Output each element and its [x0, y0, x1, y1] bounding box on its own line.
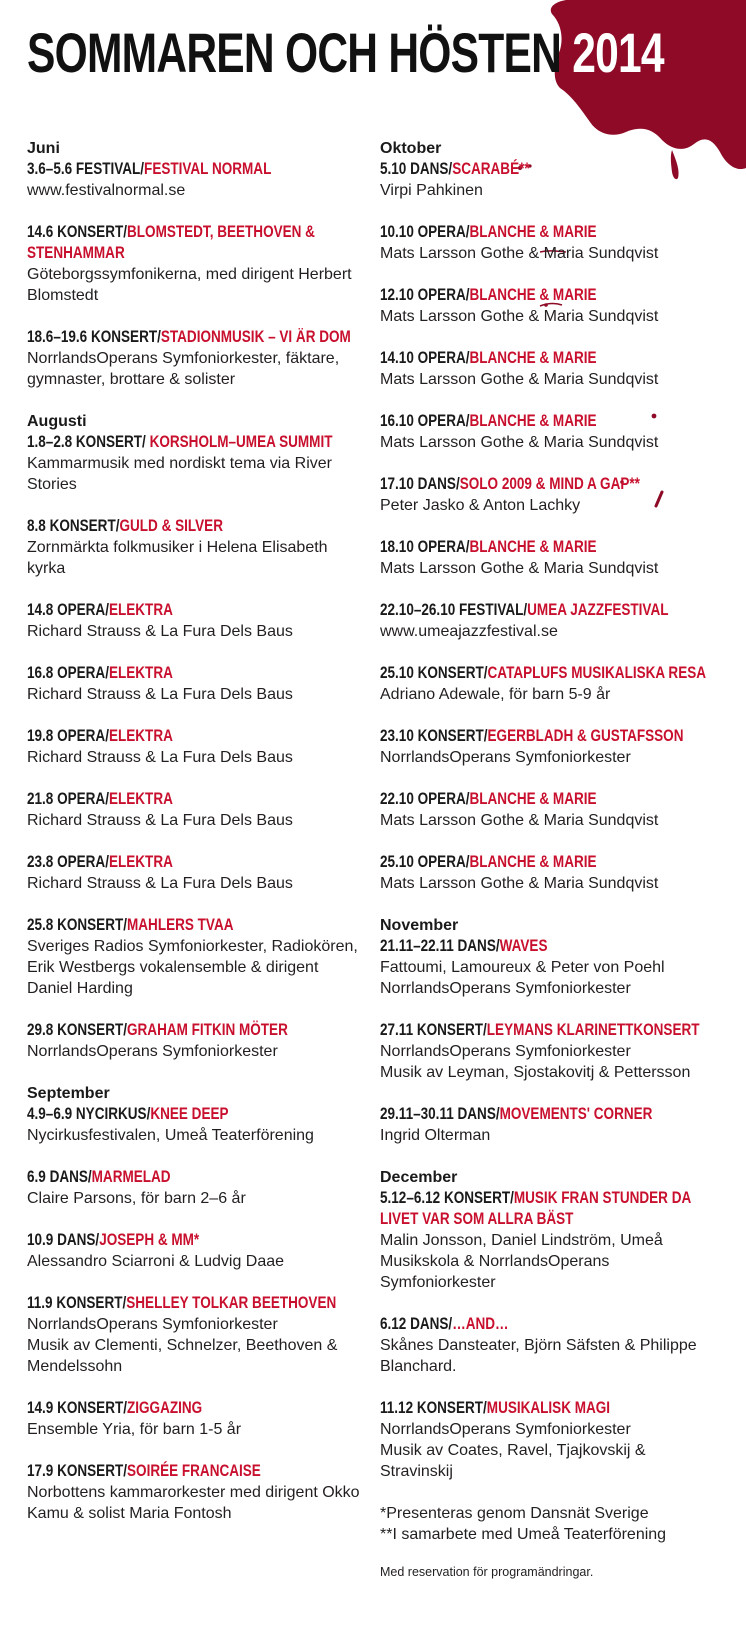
event-date: 29.11–30.11 DANS/	[380, 1105, 500, 1123]
event-description-line: Sveriges Radios Symfoniorkester, Radiokören, Erik Westbergs vokalensemble & dirigent Daniel Harding	[27, 938, 358, 997]
title-main: SOMMAREN OCH HÖSTEN	[27, 21, 562, 84]
event-description-line: Ensemble Yria, för barn 1-5 år	[27, 1421, 242, 1438]
event-description-line: Virpi Pahkinen	[380, 182, 483, 199]
event-entry	[27, 915, 367, 999]
event-entry	[27, 600, 367, 642]
event-description-line: Mats Larsson Gothe & Maria Sundqvist	[380, 434, 659, 451]
event-name: BLANCHE & MARIE	[469, 286, 597, 304]
event-heading	[27, 1230, 367, 1251]
event-date: 25.8 KONSERT/	[27, 916, 128, 934]
event-description	[380, 684, 720, 705]
event-entry	[380, 537, 720, 579]
event-entry	[380, 936, 720, 999]
event-name: SHELLEY TOLKAR BEETHOVEN	[126, 1294, 337, 1312]
event-description-line: Richard Strauss & La Fura Dels Baus	[27, 749, 293, 766]
event-description-line: Musik av Coates, Ravel, Tjajkovskij & Stravinskij	[380, 1442, 646, 1480]
event-entry	[380, 222, 720, 264]
event-entry	[27, 327, 367, 390]
event-entry	[27, 1461, 367, 1524]
event-date: 16.10 OPERA/	[380, 412, 470, 430]
event-description	[380, 747, 720, 768]
event-heading	[27, 222, 367, 264]
event-heading	[27, 1104, 367, 1125]
event-name: BLANCHE & MARIE	[469, 790, 597, 808]
event-entry	[380, 285, 720, 327]
event-description	[27, 1251, 367, 1272]
event-date: 17.10 DANS/	[380, 475, 460, 493]
event-description-line: www.festivalnormal.se	[27, 182, 186, 199]
event-heading	[27, 789, 367, 810]
event-description	[27, 348, 367, 390]
month-heading: September	[27, 1085, 110, 1102]
event-description-line: www.umeajazzfestival.se	[380, 623, 558, 640]
event-date: 22.10 OPERA/	[380, 790, 470, 808]
event-heading	[380, 348, 720, 369]
event-description-line: Alessandro Sciarroni & Ludvig Daae	[27, 1253, 285, 1270]
event-entry	[27, 1398, 367, 1440]
event-description	[27, 1482, 367, 1524]
event-date: 11.12 KONSERT/	[380, 1399, 487, 1417]
schedule-column-right	[380, 138, 720, 1580]
event-name: MAHLERS TVAA	[127, 916, 234, 934]
event-date: 23.8 OPERA/	[27, 853, 109, 871]
event-name: BLANCHE & MARIE	[469, 538, 597, 556]
event-name: SCARABÉ**	[452, 160, 530, 178]
event-name: KORSHOLM–UMEA SUMMIT	[149, 433, 333, 451]
event-name: WAVES	[499, 937, 548, 955]
event-description	[380, 180, 720, 201]
event-name: SOIRÉE FRANCAISE	[127, 1462, 261, 1480]
event-entry	[380, 663, 720, 705]
event-name: MUSIKALISK MAGI	[486, 1399, 611, 1417]
event-date: 29.8 KONSERT/	[27, 1021, 128, 1039]
event-description	[380, 810, 720, 831]
event-description-line: Fattoumi, Lamoureux & Peter von Poehl	[380, 959, 665, 976]
event-description	[380, 1335, 720, 1377]
event-heading	[27, 726, 367, 747]
event-entry	[27, 159, 367, 201]
event-entry	[380, 1104, 720, 1146]
event-description-line: NorrlandsOperans Symfoniorkester	[380, 1421, 631, 1438]
event-date: 1.8–2.8 KONSERT/	[27, 433, 150, 451]
event-description	[380, 621, 720, 642]
event-entry	[380, 1398, 720, 1482]
month-heading: November	[380, 917, 459, 934]
event-date: 5.12–6.12 KONSERT/	[380, 1189, 514, 1207]
event-description-line: Skånes Dansteater, Björn Säfsten & Philippe Blanchard.	[380, 1337, 697, 1375]
event-name: EGERBLADH & GUSTAFSSON	[487, 727, 684, 745]
event-description	[27, 1419, 367, 1440]
event-name: ELEKTRA	[108, 664, 173, 682]
event-date: 6.9 DANS/	[27, 1168, 92, 1186]
event-entry	[27, 789, 367, 831]
event-description	[27, 1314, 367, 1377]
event-heading	[380, 411, 720, 432]
event-heading	[380, 936, 720, 957]
event-heading	[27, 852, 367, 873]
event-description-line: NorrlandsOperans Symfoniorkester	[27, 1043, 278, 1060]
event-heading	[380, 537, 720, 558]
event-description	[27, 1188, 367, 1209]
event-date: 21.11–22.11 DANS/	[380, 937, 500, 955]
reservation-note: Med reservation för programändringar.	[380, 1565, 594, 1579]
event-heading	[380, 852, 720, 873]
event-description	[380, 1041, 720, 1083]
event-heading	[380, 1020, 720, 1041]
event-entry	[27, 516, 367, 579]
event-description-line: Mats Larsson Gothe & Maria Sundqvist	[380, 875, 659, 892]
event-name: BLANCHE & MARIE	[469, 412, 597, 430]
event-entry	[27, 663, 367, 705]
event-heading	[27, 600, 367, 621]
event-date: 25.10 KONSERT/	[380, 664, 488, 682]
event-name: ELEKTRA	[108, 790, 173, 808]
event-description	[380, 243, 720, 264]
event-name: …AND…	[452, 1315, 509, 1333]
event-description-line: Mats Larsson Gothe & Maria Sundqvist	[380, 812, 659, 829]
event-heading	[27, 1461, 367, 1482]
event-name: MARMELAD	[91, 1168, 171, 1186]
event-description	[380, 1125, 720, 1146]
event-heading	[380, 663, 720, 684]
event-name: GRAHAM FITKIN MÖTER	[127, 1021, 288, 1039]
event-entry	[380, 474, 720, 516]
event-heading	[27, 663, 367, 684]
event-date: 11.9 KONSERT/	[27, 1294, 127, 1312]
event-description	[27, 621, 367, 642]
event-name: GULD & SILVER	[119, 517, 223, 535]
event-entry	[380, 411, 720, 453]
event-description	[380, 873, 720, 894]
event-description	[27, 1041, 367, 1062]
event-date: 12.10 OPERA/	[380, 286, 470, 304]
event-description	[27, 537, 367, 579]
event-entry	[380, 159, 720, 201]
event-name: STADIONMUSIK – VI ÄR DOM	[160, 328, 351, 346]
month-heading: Oktober	[380, 140, 442, 157]
footnote: **I samarbete med Umeå Teaterförening	[380, 1526, 667, 1543]
event-description-line: Malin Jonsson, Daniel Lindström, Umeå Musikskola & NorrlandsOperans Symfoniorkester	[380, 1232, 663, 1291]
event-heading	[27, 1020, 367, 1041]
event-description-line: NorrlandsOperans Symfoniorkester	[380, 1043, 631, 1060]
event-description	[380, 369, 720, 390]
event-heading	[380, 474, 720, 495]
event-heading	[380, 600, 720, 621]
month-heading: December	[380, 1169, 458, 1186]
event-entry	[380, 1188, 720, 1293]
event-name: KNEE DEEP	[150, 1105, 229, 1123]
event-description	[27, 1125, 367, 1146]
page-title	[27, 20, 664, 86]
event-heading	[27, 516, 367, 537]
event-heading	[27, 1167, 367, 1188]
event-description	[380, 432, 720, 453]
event-name: MOVEMENTS' CORNER	[499, 1105, 653, 1123]
event-description-line: Claire Parsons, för barn 2–6 år	[27, 1190, 246, 1207]
event-description-line: Kammarmusik med nordiskt tema via River Stories	[27, 455, 332, 493]
event-description-line: Norbottens kammarorkester med dirigent Okko Kamu & solist Maria Fontosh	[27, 1484, 360, 1522]
event-name: ZIGGAZING	[127, 1399, 203, 1417]
event-entry	[27, 1230, 367, 1272]
event-date: 6.12 DANS/	[380, 1315, 453, 1333]
event-description-line: Peter Jasko & Anton Lachky	[380, 497, 581, 514]
event-entry	[27, 1104, 367, 1146]
event-date: 18.6–19.6 KONSERT/	[27, 328, 161, 346]
event-heading	[380, 789, 720, 810]
event-date: 5.10 DANS/	[380, 160, 453, 178]
event-description	[27, 936, 367, 999]
event-description	[27, 180, 367, 201]
event-name: BLANCHE & MARIE	[469, 223, 597, 241]
event-date: 25.10 OPERA/	[380, 853, 470, 871]
event-date: 14.8 OPERA/	[27, 601, 109, 619]
event-heading	[380, 1188, 720, 1230]
event-name: CATAPLUFS MUSIKALISKA RESA	[487, 664, 707, 682]
event-description-line: Mats Larsson Gothe & Maria Sundqvist	[380, 371, 659, 388]
event-entry	[27, 1293, 367, 1377]
event-description	[27, 264, 367, 306]
event-entry	[27, 726, 367, 768]
event-description	[27, 747, 367, 768]
event-description-line: Ingrid Olterman	[380, 1127, 491, 1144]
event-description-line: Mats Larsson Gothe & Maria Sundqvist	[380, 560, 659, 577]
event-date: 22.10–26.10 FESTIVAL/	[380, 601, 528, 619]
event-entry	[27, 222, 367, 306]
event-description	[27, 453, 367, 495]
event-description-line: Zornmärkta folkmusiker i Helena Elisabeth kyrka	[27, 539, 328, 577]
event-entry	[27, 432, 367, 495]
event-description	[27, 873, 367, 894]
event-description-line: Richard Strauss & La Fura Dels Baus	[27, 875, 293, 892]
event-date: 18.10 OPERA/	[380, 538, 470, 556]
event-name: ELEKTRA	[108, 727, 173, 745]
event-entry	[27, 1020, 367, 1062]
month-heading: Augusti	[27, 413, 87, 430]
event-name: MUSIK FRAN STUNDER DA LIVET VAR SOM ALLRA BÄST	[380, 1189, 691, 1228]
event-description-line: NorrlandsOperans Symfoniorkester	[380, 749, 631, 766]
event-description-line: Richard Strauss & La Fura Dels Baus	[27, 812, 293, 829]
event-heading	[27, 159, 367, 180]
event-date: 4.9–6.9 NYCIRKUS/	[27, 1105, 151, 1123]
event-description	[380, 1230, 720, 1293]
event-description-line: Nycirkusfestivalen, Umeå Teaterförening	[27, 1127, 314, 1144]
event-heading	[27, 432, 367, 453]
event-description-line: Mats Larsson Gothe & Maria Sundqvist	[380, 245, 659, 262]
event-name: JOSEPH & MM*	[99, 1231, 200, 1249]
event-heading	[27, 915, 367, 936]
event-heading	[380, 1104, 720, 1125]
event-entry	[380, 600, 720, 642]
event-name: BLANCHE & MARIE	[469, 349, 597, 367]
event-date: 27.11 KONSERT/	[380, 1021, 487, 1039]
event-description	[380, 558, 720, 579]
event-entry	[27, 1167, 367, 1209]
event-name: SOLO 2009 & MIND A GAP**	[459, 475, 640, 493]
schedule-column-left	[27, 138, 367, 1545]
event-heading	[27, 1293, 367, 1314]
event-date: 10.10 OPERA/	[380, 223, 470, 241]
event-name: UMEA JAZZFESTIVAL	[527, 601, 669, 619]
event-name: ELEKTRA	[108, 601, 173, 619]
event-description-line: Richard Strauss & La Fura Dels Baus	[27, 686, 293, 703]
event-description	[27, 684, 367, 705]
month-heading: Juni	[27, 140, 60, 157]
event-name: BLOMSTEDT, BEETHOVEN & STENHAMMAR	[27, 223, 315, 262]
event-name: BLANCHE & MARIE	[469, 853, 597, 871]
event-name: ELEKTRA	[108, 853, 173, 871]
event-description-line: NorrlandsOperans Symfoniorkester, fäktare, gymnaster, brottare & solister	[27, 350, 340, 388]
event-date: 23.10 KONSERT/	[380, 727, 488, 745]
event-date: 8.8 KONSERT/	[27, 517, 120, 535]
event-entry	[380, 789, 720, 831]
event-date: 14.9 KONSERT/	[27, 1399, 128, 1417]
event-name: LEYMANS KLARINETTKONSERT	[486, 1021, 700, 1039]
event-heading	[380, 1314, 720, 1335]
event-description	[27, 810, 367, 831]
footnote: *Presenteras genom Dansnät Sverige	[380, 1505, 649, 1522]
event-description-line: Mats Larsson Gothe & Maria Sundqvist	[380, 308, 659, 325]
event-entry	[380, 726, 720, 768]
event-date: 16.8 OPERA/	[27, 664, 109, 682]
event-date: 17.9 KONSERT/	[27, 1462, 128, 1480]
title-year: 2014	[572, 21, 664, 84]
event-description-line: Musik av Leyman, Sjostakovitj & Pettersson	[380, 1064, 691, 1081]
event-date: 14.10 OPERA/	[380, 349, 470, 367]
event-description	[380, 306, 720, 327]
event-entry	[27, 852, 367, 894]
event-date: 21.8 OPERA/	[27, 790, 109, 808]
event-description-line: Göteborgssymfonikerna, med dirigent Herbert Blomstedt	[27, 266, 352, 304]
event-description-line: Musik av Clementi, Schnelzer, Beethoven & Mendelssohn	[27, 1337, 338, 1375]
event-heading	[27, 327, 367, 348]
event-description	[380, 1419, 720, 1482]
event-entry	[380, 1020, 720, 1083]
event-description-line: NorrlandsOperans Symfoniorkester	[27, 1316, 278, 1333]
event-entry	[380, 1314, 720, 1377]
event-heading	[380, 159, 720, 180]
event-heading	[27, 1398, 367, 1419]
event-heading	[380, 726, 720, 747]
event-description-line: NorrlandsOperans Symfoniorkester	[380, 980, 631, 997]
event-date: 14.6 KONSERT/	[27, 223, 128, 241]
event-date: 3.6–5.6 FESTIVAL/	[27, 160, 145, 178]
event-date: 10.9 DANS/	[27, 1231, 100, 1249]
event-heading	[380, 1398, 720, 1419]
event-name: FESTIVAL NORMAL	[144, 160, 272, 178]
event-entry	[380, 348, 720, 390]
footnotes	[380, 1503, 720, 1545]
event-description	[380, 495, 720, 516]
event-heading	[380, 222, 720, 243]
event-description	[380, 957, 720, 999]
event-description-line: Richard Strauss & La Fura Dels Baus	[27, 623, 293, 640]
event-description-line: Adriano Adewale, för barn 5-9 år	[380, 686, 611, 703]
event-date: 19.8 OPERA/	[27, 727, 109, 745]
event-heading	[380, 285, 720, 306]
event-entry	[380, 852, 720, 894]
